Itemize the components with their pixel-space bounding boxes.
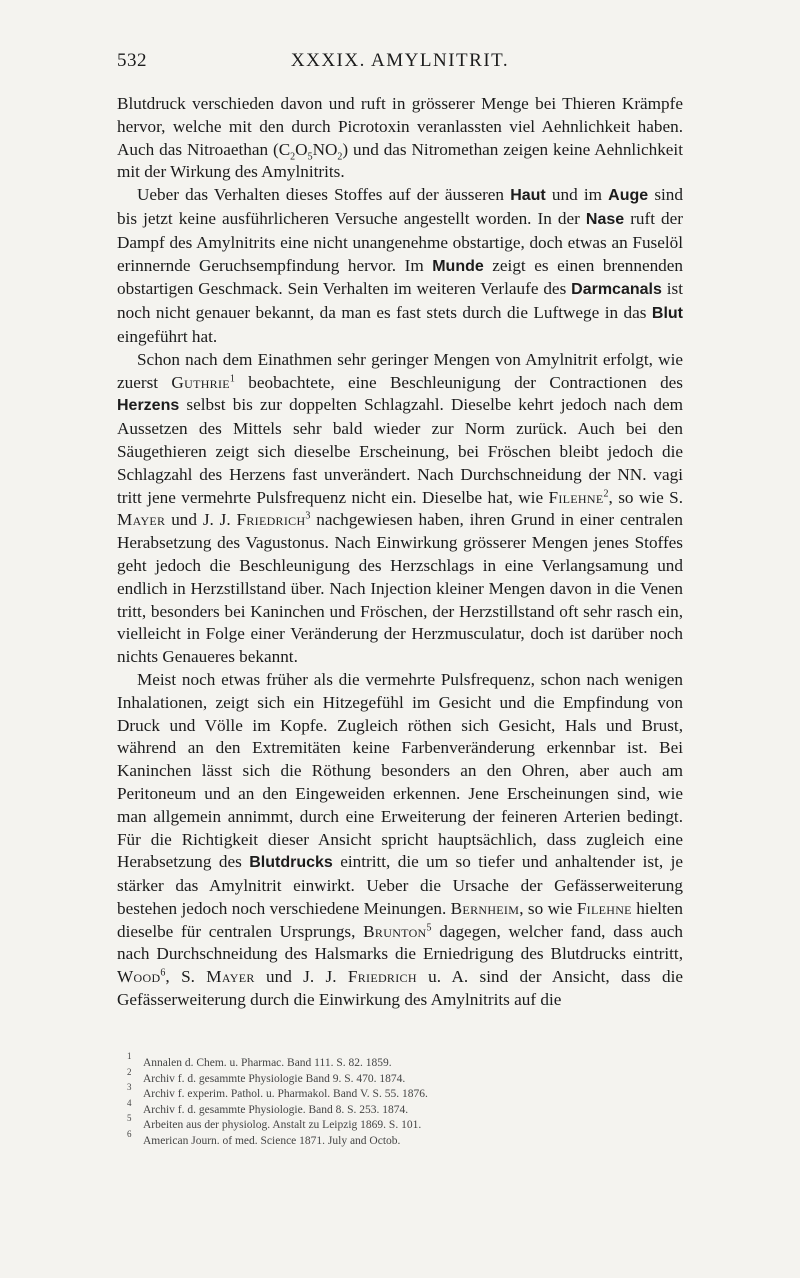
keyword-auge: Auge [608, 187, 649, 205]
footnote-ref: 6 [160, 967, 166, 979]
author-name: Wood [117, 967, 161, 987]
text-run: und J. J. [254, 967, 348, 987]
footnote-text: Arbeiten aus der physiolog. Anstalt zu Leipzig 1869. S. 101. [143, 1119, 422, 1131]
keyword-munde: Munde [432, 257, 484, 275]
text-run: ) und das Nitromethan zeigen keine Aehnlichkeit mit der Wirkung des Amylnitrits. [117, 139, 683, 182]
footnote [117, 1113, 683, 1134]
footnote-mark: 2 [127, 1066, 132, 1077]
keyword-nase: Nase [585, 210, 625, 228]
text-run: ist noch nicht genauer bekannt, da man es fast stets durch die Luftwege in das [117, 279, 683, 323]
paragraph-2 [117, 184, 683, 349]
subscript: 2 [337, 151, 343, 163]
text-run: Schon nach dem Einathmen sehr geringer Mengen von Amylnitrit erfolgt, wie zuerst [117, 349, 683, 392]
author-name: Friedrich [347, 967, 417, 987]
keyword-haut: Haut [510, 187, 546, 205]
author-name: Brunton [363, 921, 427, 941]
text-run: Ueber das Verhalten dieses Stoffes auf der äusseren [137, 185, 511, 205]
subscript: 2 [290, 151, 296, 163]
paragraph-3 [117, 349, 683, 669]
footnote-mark: 5 [127, 1113, 132, 1123]
text-run: , so wie S. [608, 487, 683, 507]
text-run: zeigt es einen brennenden obstartigen Geschmack. Sein Verhalten im weiteren Verlaufe des [117, 255, 683, 299]
keyword-blutdrucks: Blutdrucks [249, 854, 333, 872]
text-run: selbst bis zur doppelten Schlagzahl. Dieselbe kehrt jedoch nach dem Aussetzen des Mittels sehr bald wieder zur Norm zurück. Auch bei den Säugethieren zeigt sich dieselbe Erscheinung, bei Fröschen bleibt jedoch die Schlagzahl des Herzens fast unverändert. Nach Durchschneidung der NN. vagi tritt jene vermehrte Pulsfrequenz nicht ein. Dieselbe hat, wie [117, 395, 683, 507]
text-run: , so wie [519, 898, 577, 918]
author-name: Filehne [548, 487, 604, 507]
footnote [117, 1097, 683, 1119]
text-run: NO [312, 139, 338, 159]
footnote-mark: 6 [127, 1128, 132, 1139]
text-run: und J. J. [165, 510, 237, 530]
body-text [117, 93, 683, 1012]
text-run: sind bis jetzt keine ausführlicheren Versuche angestellt worden. In der [117, 185, 683, 228]
text-run: beobachtete, eine Beschleunigung der Contractionen des [234, 372, 683, 392]
keyword-darmcanals: Darmcanals [571, 281, 662, 299]
paragraph-4 [117, 669, 683, 1012]
text-run: O [295, 139, 308, 159]
text-run: nachgewiesen haben, ihren Grund in einer centralen Herabsetzung des Vagustonus. Nach Einwirkung grösserer Mengen jenes Stoffes geht jedoch die Beschleunigung des Herzschlags in eine Verlangsamung und endlich in Herzstillstand über. Nach Injection kleiner Mengen davon in die Venen tritt, besonders bei Kaninchen und Fröschen, der Herzstillstand oft sehr rasch ein, vielleicht in Folge einer Veränderung der Herzmusculatur, doch ist darüber noch nichts Genaueres bekannt. [117, 510, 683, 667]
text-run: dagegen, welcher fand, dass auch nach Durchschneidung des Halsmarks die Erniedrigung des Blutdrucks eintritt, [117, 921, 683, 964]
footnote-text: Archiv f. d. gesammte Physiologie Band 9. S. 470. 1874. [143, 1072, 406, 1085]
text-run: eintritt, die um so tiefer und anhaltender ist, je stärker das Amylnitrit einwirkt. Ueber die Ursache der Gefässerweiterung bestehen jedoch noch verschiedene Meinungen. [117, 852, 683, 918]
footnote-mark: 3 [127, 1082, 132, 1092]
footnote [117, 1051, 683, 1072]
footnote-ref: 5 [426, 921, 432, 933]
footnote-text: Archiv f. d. gesammte Physiologie. Band 8. S. 253. 1874. [143, 1103, 409, 1116]
footnote-mark: 4 [127, 1097, 132, 1108]
page-number: 532 [117, 50, 147, 71]
footnote [117, 1128, 683, 1150]
footnote-text: Archiv f. experim. Pathol. u. Pharmakol. Band V. S. 55. 1876. [143, 1088, 428, 1100]
running-head: XXXIX. AMYLNITRIT. [290, 50, 510, 71]
text-run: ruft der Dampf des Amylnitrits eine nicht unangenehme obstartige, doch etwas an Fuselöl erinnernde Geruchsempfindung hervor. Im [117, 208, 684, 275]
footnote-text: American Journ. of med. Science 1871. July and Octob. [143, 1134, 401, 1147]
text-run: und im [545, 185, 609, 205]
author-name: Mayer [206, 967, 255, 987]
subscript: 5 [307, 151, 313, 163]
keyword-herzens: Herzens [117, 397, 180, 415]
paragraph-1 [117, 93, 683, 184]
footnote-ref: 1 [229, 372, 235, 384]
author-name: Mayer [117, 510, 166, 530]
text-run: hielten dieselbe für centralen Ursprungs, [117, 898, 683, 941]
text-run: , S. [165, 967, 207, 987]
text-run: Meist noch etwas früher als die vermehrte Pulsfrequenz, schon nach wenigen Inhalationen, zeigt sich ein Hitzegefühl im Gesicht und die Empfindung von Druck und Völle im Kopfe. Zugleich röthen sich Gesicht, Hals und Brust, während an den Extremitäten keine Farbenveränderung erkennbar ist. Bei Kaninchen lässt sich die Röthung besonders an den Ohren, aber auch am Peritoneum und an den Eingeweiden erkennen. Jene Erscheinungen sind, wie man allgemein annimmt, durch eine Erweiterung der feineren Arterien bedingt. Für die Richtigkeit dieser Ansicht spricht hauptsächlich, dass zugleich eine Herabsetzung des [117, 669, 683, 872]
footnotes [117, 1051, 683, 1149]
text-run: u. A. sind der Ansicht, dass die Gefässerweiterung durch die Einwirkung des Amylnitrits auf die [117, 967, 683, 1010]
footnote-text: Annalen d. Chem. u. Pharmac. Band 111. S. 82. 1859. [143, 1057, 392, 1069]
keyword-blut: Blut [651, 305, 683, 323]
text-run: eingeführt hat. [117, 326, 218, 346]
footnote [117, 1066, 683, 1088]
footnote [117, 1082, 683, 1103]
author-name: Bernheim [450, 898, 520, 918]
footnote-ref: 2 [603, 487, 609, 499]
footnote-mark: 1 [127, 1051, 132, 1061]
footnote-ref: 3 [305, 510, 311, 522]
text-run: Blutdruck verschieden davon und ruft in grösserer Menge bei Thieren Krämpfe hervor, welche mit den durch Picrotoxin veranlassten viel Aehnlichkeit haben. Auch das Nitroaethan (C [117, 94, 683, 159]
author-name: Guthrie [171, 372, 230, 392]
author-name: Filehne [576, 898, 632, 918]
page-header [117, 50, 683, 76]
author-name: Friedrich [236, 510, 306, 530]
